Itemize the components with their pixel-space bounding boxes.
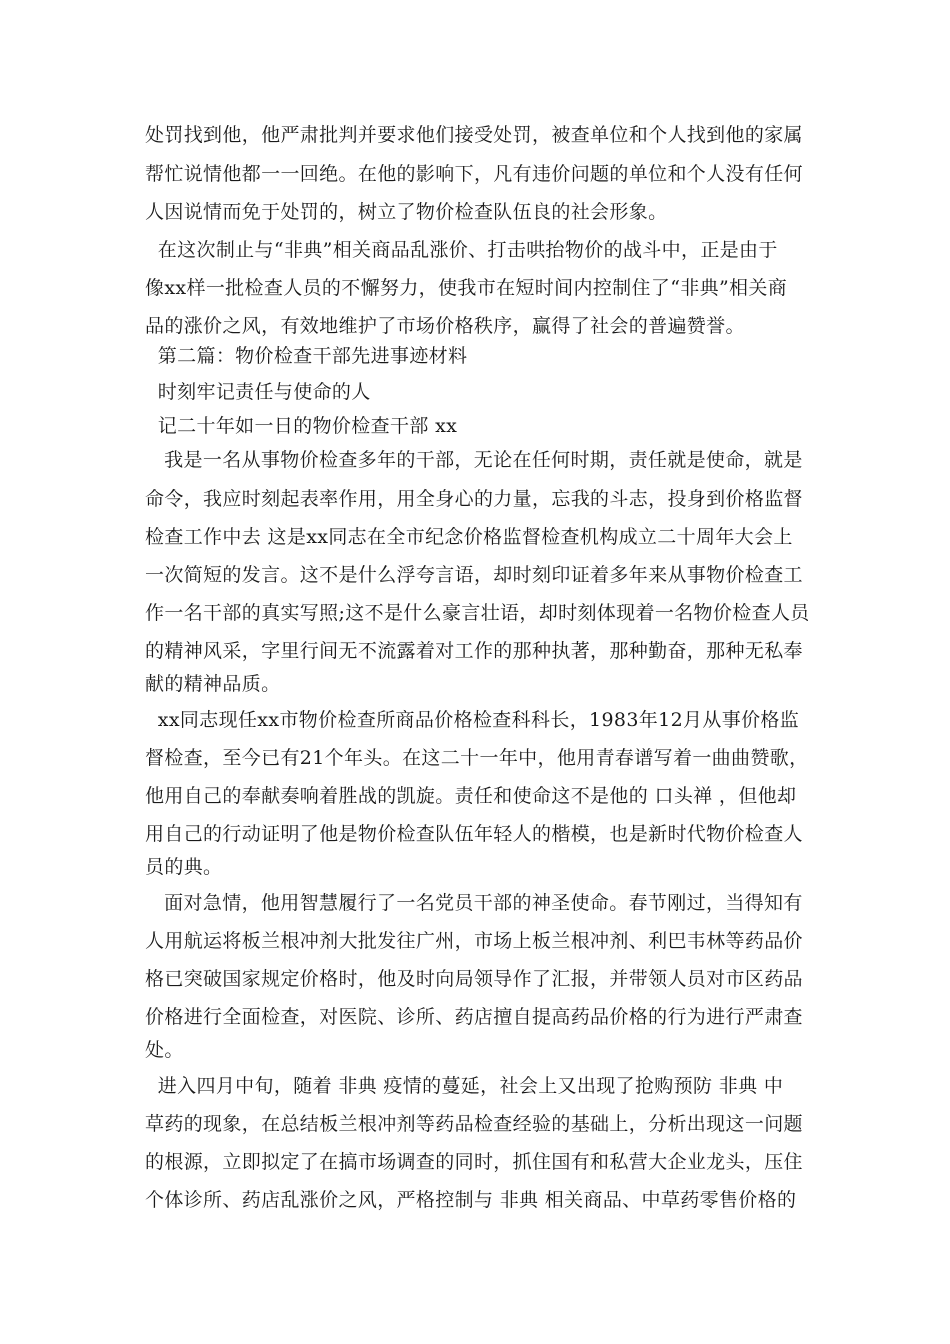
text-line: 用自己的行动证明了他是物价检查队伍年轻人的楷模，也是新时代物价检查人 <box>145 823 803 845</box>
text-line: 进入四月中旬，随着 非典 疫情的蔓延，社会上又出现了抢购预防 非典 中 <box>145 1075 784 1097</box>
document-title: 时刻牢记责任与使命的人 <box>145 381 371 403</box>
text-line: 的根源，立即拟定了在搞市场调查的同时，抓住国有和私营大企业龙头，压住 <box>145 1151 803 1173</box>
text-line: 处罚找到他，他严肃批判并要求他们接受处罚，被查单位和个人找到他的家属 <box>145 124 803 146</box>
text-line: 个体诊所、药店乱涨价之风，严格控制与 非典 相关商品、中草药零售价格的 <box>145 1189 797 1211</box>
text-line: 他用自己的奉献奏响着胜战的凯旋。责任和使命这不是他的 口头禅 ，但他却 <box>145 785 797 807</box>
text-line: 品的涨价之风，有效地维护了市场价格秩序，赢得了社会的普遍赞誉。 <box>145 315 745 337</box>
text-line: 格已突破国家规定价格时，他及时向局领导作了汇报，并带领人员对市区药品 <box>145 968 803 990</box>
text-line: 献的精神品质。 <box>145 673 281 695</box>
text-line: 作一名干部的真实写照;这不是什么豪言壮语，却时刻体现着一名物价检查人员 <box>145 602 810 624</box>
text-line: 价格进行全面检查，对医院、诊所、药店擅自提高药品价格的行为进行严肃查 <box>145 1006 803 1028</box>
text-line: 人因说情而免于处罚的，树立了物价检查队伍良的社会形象。 <box>145 201 668 223</box>
text-line: 督检查，至今已有21个年头。在这二十一年中，他用青春谱写着一曲曲赞歌， <box>145 747 809 769</box>
text-line: 在这次制止与“非典”相关商品乱涨价、打击哄抬物价的战斗中，正是由于 <box>145 239 778 261</box>
text-line: 人用航运将板兰根冲剂大批发往广州，市场上板兰根冲剂、利巴韦林等药品价 <box>145 930 803 952</box>
text-line: 命令，我应时刻起表率作用，用全身心的力量，忘我的斗志，投身到价格监督 <box>145 488 803 510</box>
text-line: 检查工作中去 这是xx同志在全市纪念价格监督检查机构成立二十周年大会上 <box>145 526 793 548</box>
text-line: xx同志现任xx市物价检查所商品价格检查科科长，1983年12月从事价格监 <box>145 709 800 731</box>
text-line: 处。 <box>145 1039 184 1061</box>
text-line: 我是一名从事物价检查多年的干部，无论在任何时期，责任就是使命，就是 <box>145 449 803 471</box>
section-heading: 第二篇：物价检查干部先进事迹材料 <box>145 345 468 367</box>
text-line: 帮忙说情他都一一回绝。在他的影响下，凡有违价问题的单位和个人没有任何 <box>145 163 803 185</box>
text-line: 像xx样一批检查人员的不懈努力，使我市在短时间内控制住了“非典”相关商 <box>145 277 788 299</box>
text-line: 面对急情，他用智慧履行了一名党员干部的神圣使命。春节刚过，当得知有 <box>145 892 803 914</box>
text-line: 员的典。 <box>145 856 223 878</box>
text-line: 的精神风采，字里行间无不流露着对工作的那种执著，那种勤奋，那种无私奉 <box>145 640 803 662</box>
text-line: 草药的现象，在总结板兰根冲剂等药品检查经验的基础上，分析出现这一问题 <box>145 1113 803 1135</box>
text-line: 一次简短的发言。这不是什么浮夸言语，却时刻印证着多年来从事物价检查工 <box>145 564 803 586</box>
document-subtitle: 记二十年如一日的物价检查干部 xx <box>145 415 458 437</box>
